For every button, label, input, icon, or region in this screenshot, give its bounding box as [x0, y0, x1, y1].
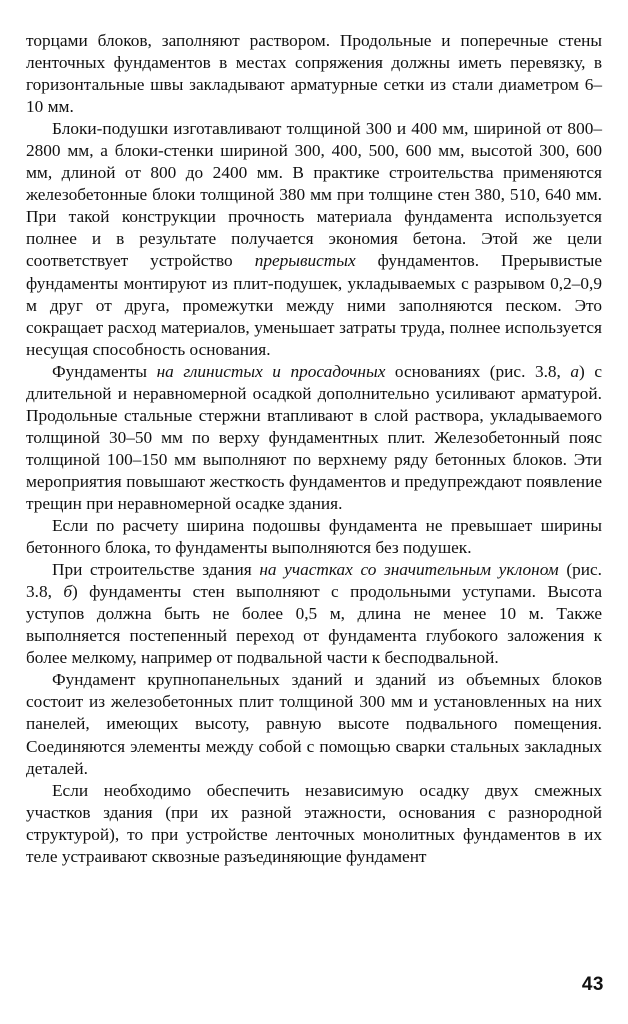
text-run: торцами блоков, заполняют раствором. Продольные и поперечные стены ленточных фундаментов в местах сопряжения должны иметь перевязку, в горизонтальные швы закладывают арматурные сетки из стали диаметром 6–10 мм.	[26, 31, 602, 117]
page-number: 43	[581, 974, 604, 995]
text-run: Если по расчету ширина подошвы фундамента не превышает ширины бетонного блока, то фундаменты выполняются без подушек.	[26, 516, 602, 558]
italic-text: на глинистых и просадочных	[156, 361, 386, 381]
italic-text: на участках со значительным уклоном	[259, 560, 559, 580]
paragraph-1	[26, 30, 602, 118]
paragraph-3	[26, 361, 602, 515]
page-body	[26, 30, 602, 868]
paragraph-6	[26, 669, 602, 779]
text-run: Фундамент крупнопанельных зданий и зданий из объемных блоков состоит из железобетонных плит толщиной 300 мм и установленных на них панелей, имеющих высоту, равную высоте подвального помещения. Соединяются элементы между собой с помощью сварки стальных закладных деталей.	[26, 670, 602, 778]
text-run: фундаментов. Прерывистые фундаменты монтируют из плит-подушек, укладываемых с разрывом 0,2–0,9 м друг от друга, промежутки между ними заполняются песком. Это сокращает расход материалов, уменьшает затраты труда, полнее используется несущая способность основания.	[26, 251, 603, 359]
text-run: При строительстве здания	[52, 560, 260, 580]
text-run: основаниях (рис. 3.8,	[385, 361, 571, 381]
italic-text: б	[63, 582, 73, 602]
text-run: ) фундаменты стен выполняют с продольными уступами. Высота уступов должна быть не более 0,5 м, длина не менее 10 м. Также выполняется постепенный переход от фундамента глубокого заложения к более мелкому, например от подвальной части к бесподвальной.	[26, 582, 602, 668]
paragraph-2	[26, 118, 602, 361]
italic-text: а	[570, 361, 580, 381]
paragraph-5	[26, 559, 602, 669]
paragraph-7	[26, 780, 602, 868]
text-run: ) с длительной и неравномерной осадкой дополнительно усиливают арматурой. Продольные стальные стержни втапливают в слой раствора, укладываемого толщиной 30–50 мм по верху фундаментных плит. Железобетонный пояс толщиной 100–150 мм выполняют по верхнему ряду бетонных блоков. Эти мероприятия повышают жесткость фундаментов и предупреждают появление трещин при неравномерной осадке здания.	[26, 361, 603, 513]
text-run: Если необходимо обеспечить независимую осадку двух смежных участков здания (при их разной этажности, основания с разнородной структурой), то при устройстве ленточных монолитных фундаментов в их теле устраивают сквозные разъединяющие фундамент	[26, 780, 602, 866]
text-run: Блоки-подушки изготавливают толщиной 300 и 400 мм, шириной от 800–2800 мм, а блоки-стенки шириной 300, 400, 500, 600 мм, высотой 300, 600 мм, длиной от 800 до 2400 мм. В практике строительства применяются железобетонные блоки толщиной 380 мм при толщине стен 380, 510, 640 мм. При такой конструкции прочность материала фундамента используется полнее и в результате получается экономия бетона. Этой же цели соответствует устройство	[26, 119, 602, 271]
text-run: Фундаменты	[52, 361, 157, 381]
italic-text: прерывистых	[254, 251, 356, 271]
paragraph-4	[26, 515, 602, 559]
text-run: (рис. 3.8,	[26, 560, 602, 602]
